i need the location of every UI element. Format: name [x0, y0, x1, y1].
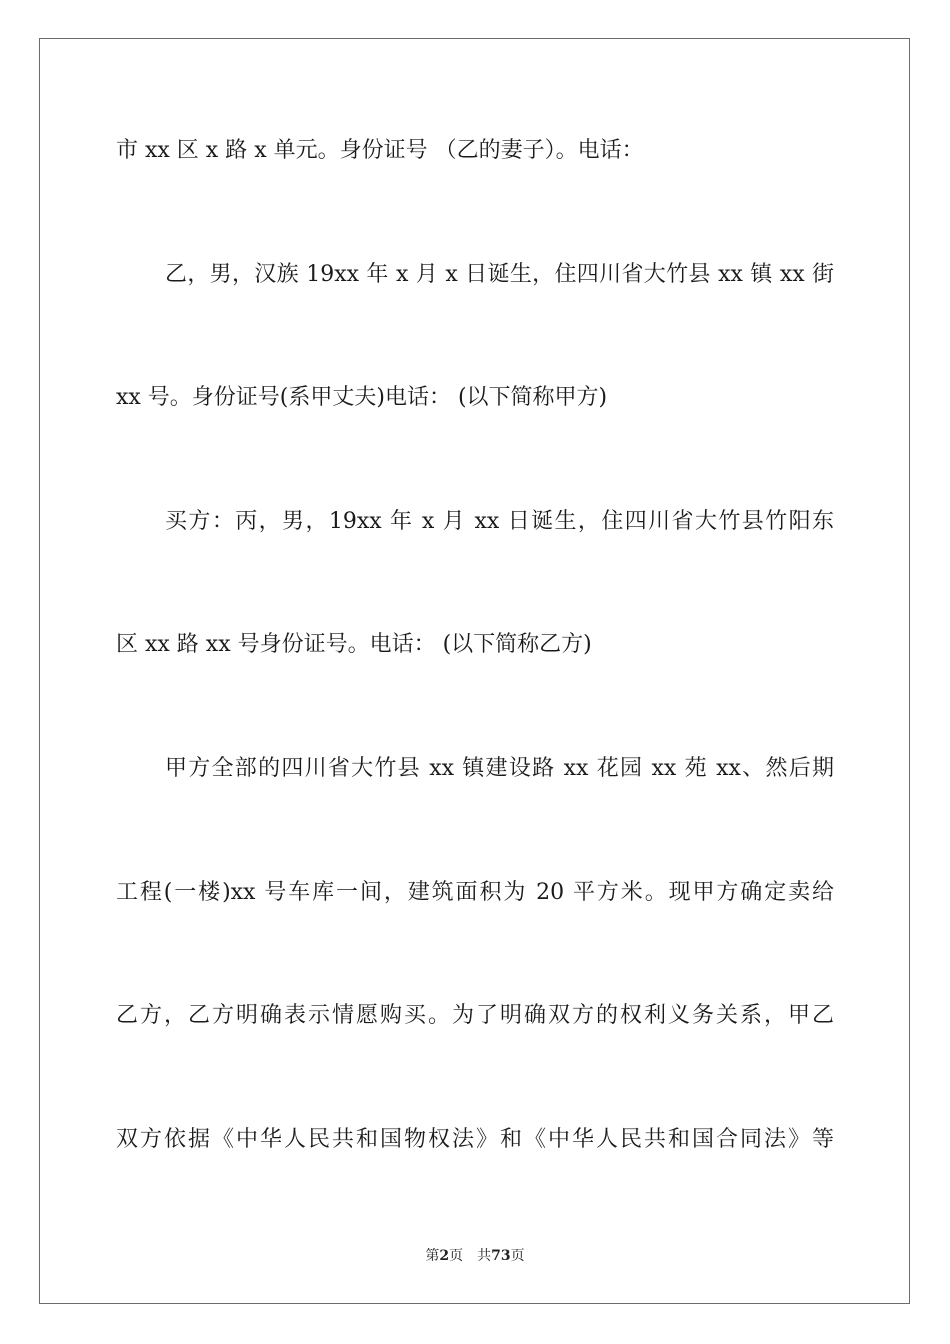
text-line-1: 市 xx 区 x 路 x 单元。身份证号 （乙的妻子）。电话： [116, 138, 644, 163]
page-unit: 页 [449, 1248, 464, 1264]
text-line-3: xx 号。身份证号(系甲丈夫)电话： (以下简称甲方) [116, 385, 608, 410]
total-prefix: 共 [477, 1248, 492, 1264]
total-unit: 页 [510, 1248, 525, 1264]
text-line-6: 甲方全部的四川省大竹县 xx 镇建设路 xx 花园 xx 苑 xx、然后期 [165, 756, 834, 781]
text-line-9: 双方依据《中华人民共和国物权法》和《中华人民共和国合同法》等 [116, 1127, 834, 1152]
page-prefix: 第 [425, 1248, 440, 1264]
text-line-7: 工程(一楼)xx 号车库一间，建筑面积为 20 平方米。现甲方确定卖给 [116, 880, 834, 905]
text-line-8: 乙方，乙方明确表示情愿购买。为了明确双方的权利义务关系，甲乙 [116, 1003, 834, 1028]
text-line-5: 区 xx 路 xx 号身份证号。电话： (以下简称乙方) [116, 632, 592, 657]
page-border [39, 38, 910, 1304]
total-pages: 73 [491, 1248, 511, 1264]
text-line-2: 乙，男，汉族 19xx 年 x 月 x 日诞生，住四川省大竹县 xx 镇 xx 街 [165, 262, 834, 287]
page-footer [0, 1246, 950, 1266]
text-line-4: 买方：丙，男，19xx 年 x 月 xx 日诞生，住四川省大竹县竹阳东 [165, 509, 834, 534]
page-number: 2 [439, 1248, 450, 1264]
